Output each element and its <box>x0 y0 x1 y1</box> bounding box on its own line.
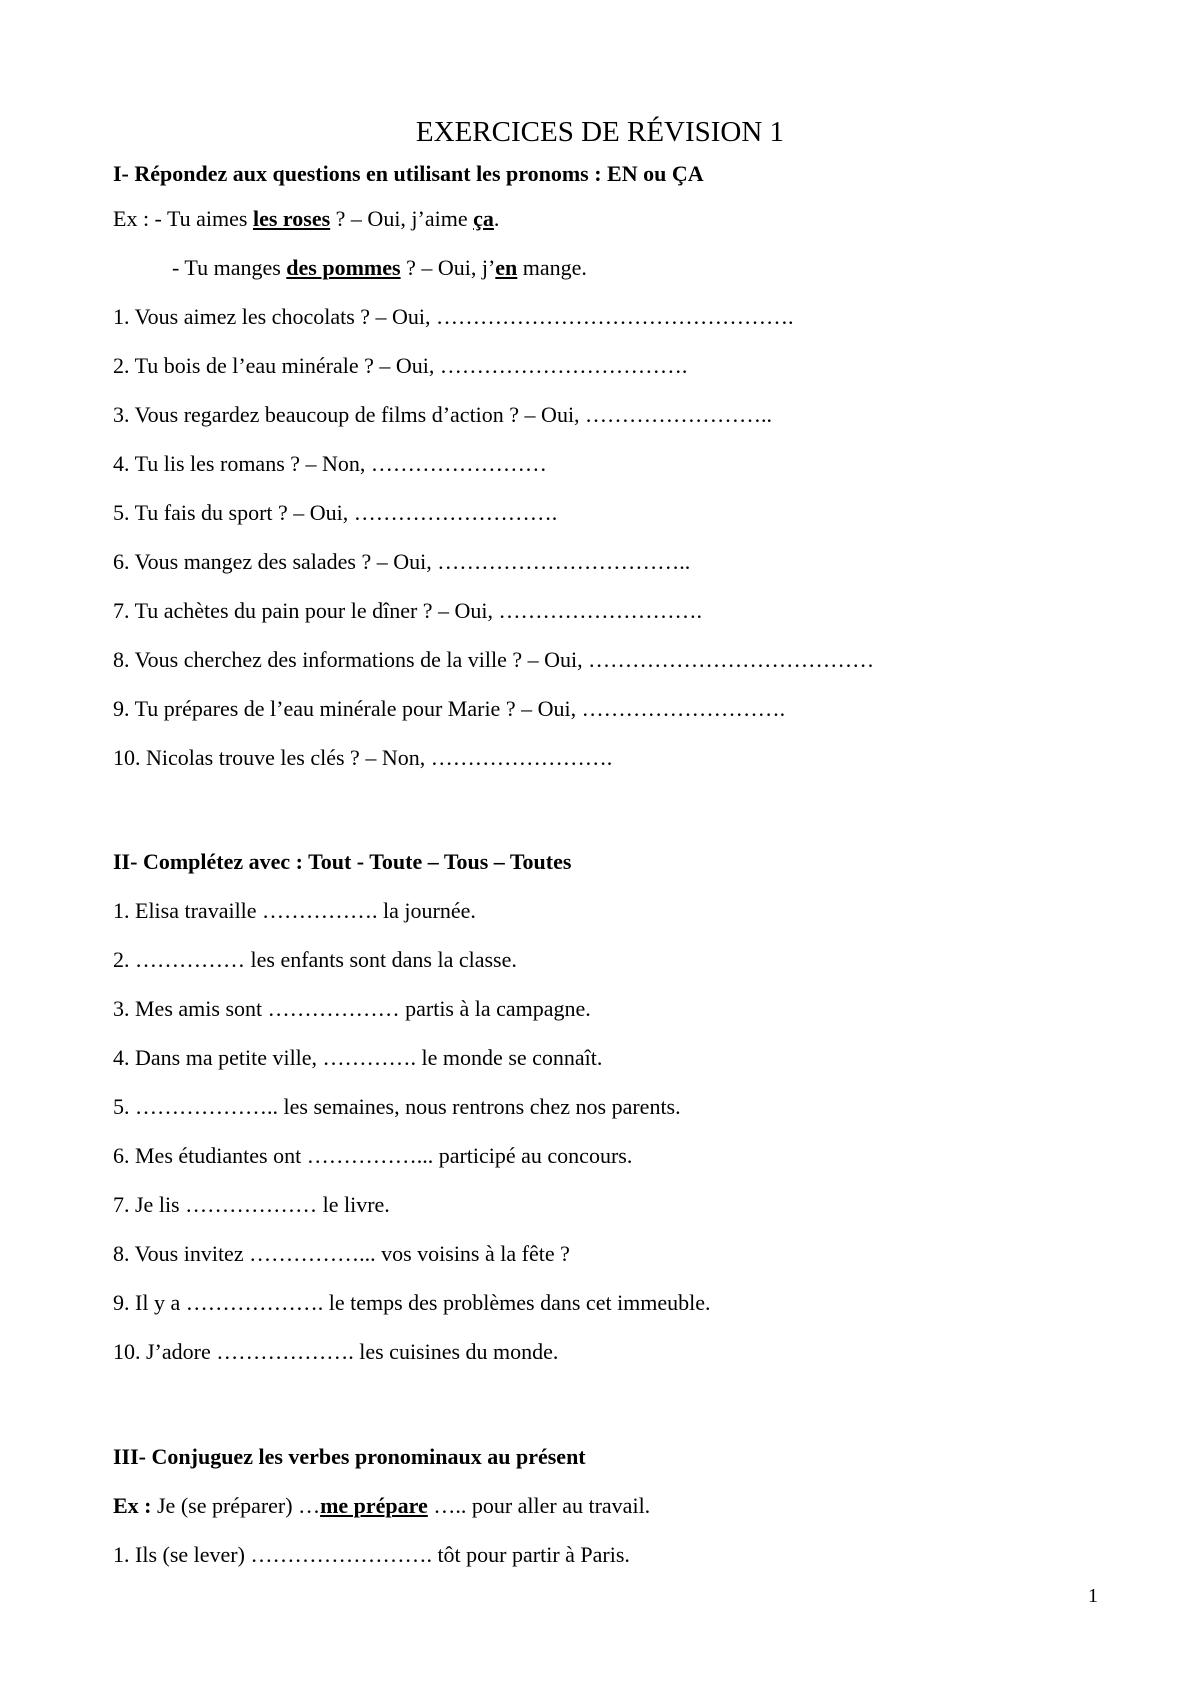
exercise-item: 1. Ils (se lever) ……………………. tôt pour partir à Paris. <box>113 1542 630 1567</box>
section-1-heading: I- Répondez aux questions en utilisant les pronoms : EN ou ÇA <box>113 161 704 186</box>
exercise-item: 4. Dans ma petite ville, …………. le monde se connaît. <box>113 1045 603 1070</box>
exercise-item: 6. Mes étudiantes ont ……………... participé au concours. <box>113 1143 633 1168</box>
exercise-item: 10. Nicolas trouve les clés ? – Non, ……………………. <box>113 745 613 770</box>
exercise-item: 9. Tu prépares de l’eau minérale pour Marie ? – Oui, ………………………. <box>113 696 786 721</box>
exercise-item: 8. Vous invitez ……………... vos voisins à la fête ? <box>113 1241 570 1266</box>
exercise-item: 8. Vous cherchez des informations de la ville ? – Oui, ………………………………… <box>113 647 875 672</box>
exercise-item: 2. …………… les enfants sont dans la classe. <box>113 947 517 972</box>
page-number: 1 <box>1088 1585 1098 1607</box>
page-title: EXERCICES DE RÉVISION 1 <box>415 116 785 148</box>
section-2-heading: II- Complétez avec : Tout - Toute – Tous – Toutes <box>113 849 572 874</box>
exercise-item: 7. Je lis ……………… le livre. <box>113 1192 390 1217</box>
exercise-item: 5. ……………….. les semaines, nous rentrons chez nos parents. <box>113 1094 681 1119</box>
section-1-example-1: Ex : - Tu aimes les roses ? – Oui, j’aime ça. <box>113 206 500 231</box>
exercise-item: 6. Vous mangez des salades ? – Oui, …………………………….. <box>113 549 691 574</box>
exercise-item: 3. Mes amis sont ……………… partis à la campagne. <box>113 996 591 1021</box>
exercise-item: 10. J’adore ………………. les cuisines du monde. <box>113 1339 559 1364</box>
section-3-heading: III- Conjuguez les verbes pronominaux au présent <box>113 1444 586 1469</box>
exercise-item: 9. Il y a ………………. le temps des problèmes dans cet immeuble. <box>113 1290 711 1315</box>
exercise-item: 1. Vous aimez les chocolats ? – Oui, …………………………………………. <box>113 304 794 329</box>
exercise-item: 5. Tu fais du sport ? – Oui, ………………………. <box>113 500 558 525</box>
section-3-example: Ex : Je (se préparer) …me prépare ….. pour aller au travail. <box>113 1493 651 1518</box>
exercise-item: 3. Vous regardez beaucoup de films d’action ? – Oui, …………………….. <box>113 402 773 427</box>
exercise-item: 1. Elisa travaille ……………. la journée. <box>113 898 476 923</box>
section-1-example-2: - Tu manges des pommes ? – Oui, j’en mange. <box>172 255 587 280</box>
exercise-item: 4. Tu lis les romans ? – Non, …………………… <box>113 451 547 476</box>
exercise-item: 7. Tu achètes du pain pour le dîner ? – Oui, ………………………. <box>113 598 703 623</box>
exercise-item: 2. Tu bois de l’eau minérale ? – Oui, ……………………………. <box>113 353 688 378</box>
